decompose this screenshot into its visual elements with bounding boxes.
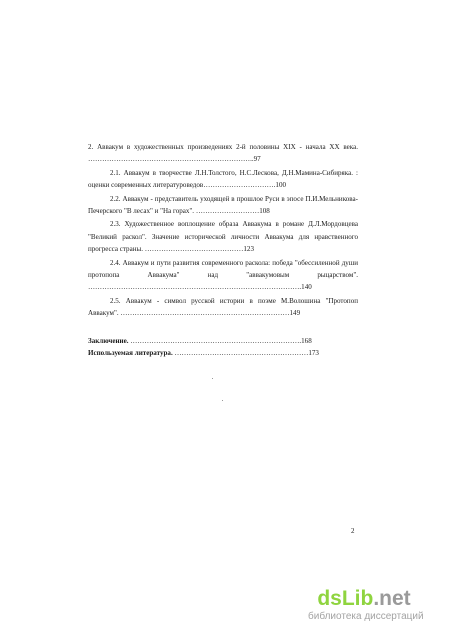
watermark-subtitle: библиотека диссертаций bbox=[308, 611, 424, 622]
toc-entry[interactable]: 2.2. Аввакум - представитель уходящей в прошлое Руси в эпосе П.И.Мельникова-Печерского "В лесах" и "На горах". ………………………108 bbox=[88, 194, 358, 216]
toc-entry[interactable]: 2.5. Аввакум - символ русской истории в поэме М.Волошина "Протопоп Аввакум". ………………………………………………………………149 bbox=[88, 296, 358, 318]
scan-speck bbox=[222, 400, 223, 401]
section-spacer bbox=[88, 320, 358, 335]
toc-entry[interactable]: 2.3. Художественное воплощение образа Аввакума в романе Д.Л.Мордовцева "Великий раскол". Значение исторической личности Аввакума для нравственного прогресса страны. ……………………………………123 bbox=[88, 220, 358, 254]
toc-entry-references[interactable] bbox=[88, 347, 358, 359]
toc-entry[interactable]: 2.1. Аввакум в творчестве Л.Н.Толстого, Н.С.Лескова, Д.Н.Мамина-Сибиряка. : оценки современных литературоведов………………………….100 bbox=[88, 168, 358, 190]
toc-entry[interactable]: 2. Аввакум в художественных произведениях 2-й половины XIX - начала XX века. ……………………………………………………………..97 bbox=[88, 143, 358, 164]
conclusion-label: Заключение. bbox=[88, 336, 129, 345]
toc-entry-conclusion[interactable] bbox=[88, 335, 358, 347]
watermark-brand: dsLib bbox=[317, 587, 374, 610]
references-leader: …………………………………………………173 bbox=[172, 349, 319, 358]
references-label: Используемая литература. bbox=[88, 349, 173, 358]
watermark bbox=[308, 587, 424, 622]
watermark-tld: .net bbox=[373, 587, 411, 610]
toc-entry[interactable]: 2.4. Аввакум и пути развития современного раскола: победа "обессиленной души протопопа Аввакума" над "аввакумовым рыцарством". ……………………………………………………………………………….140 bbox=[88, 258, 358, 292]
conclusion-leader: ……………………………………………………………….168 bbox=[128, 336, 312, 345]
table-of-contents bbox=[88, 141, 358, 360]
scan-speck bbox=[212, 378, 213, 379]
page-number: 2 bbox=[351, 527, 355, 535]
watermark-logo bbox=[308, 588, 420, 610]
